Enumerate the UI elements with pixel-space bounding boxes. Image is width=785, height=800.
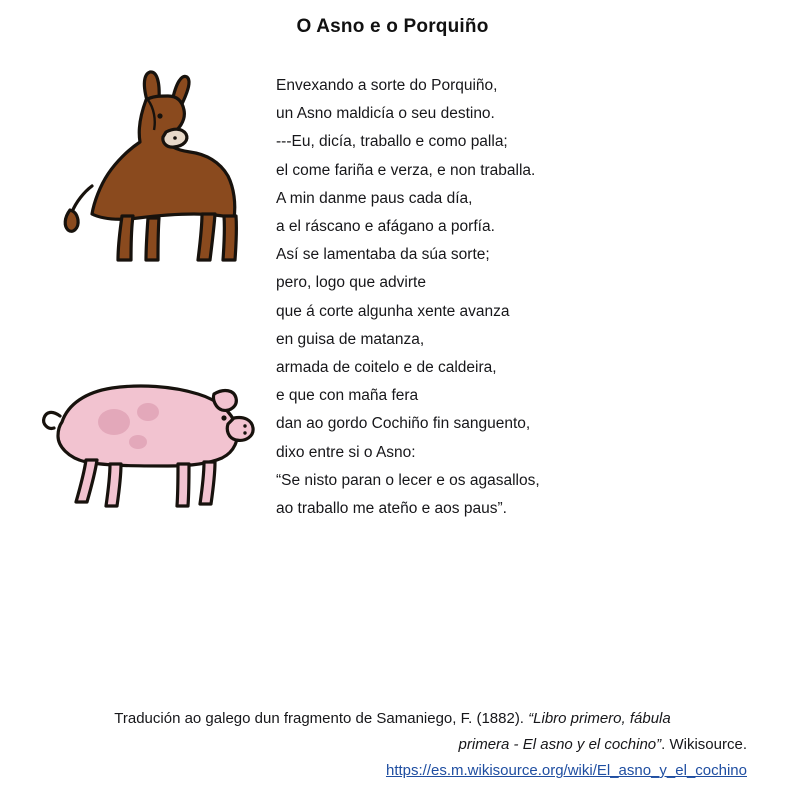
poem-line: un Asno maldicía o seu destino. [276,105,495,123]
poem-line: el come fariña e verza, e non traballa. [276,161,536,179]
poem-line: e que con maña fera [276,387,419,405]
poem-line: a el ráscano e afágano a porfía. [276,218,495,236]
credit-italic-part1: “Libro primero, fábula [528,710,671,727]
page-title: O Asno e o Porquiño [296,16,489,37]
credit-text-part2: . Wikisource. [661,736,747,753]
poem-line: pero, logo que advirte [276,274,426,292]
poem-body [276,72,696,523]
poem-line: A min danme paus cada día, [276,189,473,207]
poem-line: dan ao gordo Cochiño fin sanguento, [276,415,531,433]
poem-line: Envexando a sorte do Porquiño, [276,77,498,94]
illustration-column [22,60,272,520]
poem-line: ao traballo me ateño e aos paus”. [276,500,507,518]
donkey-illustration [30,68,250,273]
poem-line: ---Eu, dicía, traballo e como palla; [276,133,508,151]
poem-line: armada de coitelo e de caldeira, [276,359,497,377]
poem-line: en guisa de matanza, [276,330,425,348]
credit-text-part1: Tradución ao galego dun fragmento de Samaniego, F. (1882). [114,710,529,727]
credit-italic-part2: primera - El asno y el cochino” [458,736,662,753]
poem-line: que á corte algunha xente avanza [276,302,510,320]
poem-line: Así se lamentaba da súa sorte; [276,246,490,264]
poem-line: dixo entre si o Asno: [276,443,416,461]
pig-illustration [28,360,258,525]
source-credit [0,706,785,784]
source-link[interactable]: https://es.m.wikisource.org/wiki/El_asno_y_el_cochino [385,762,747,779]
poem-line: “Se nisto paran o lecer e os agasallos, [276,471,540,489]
